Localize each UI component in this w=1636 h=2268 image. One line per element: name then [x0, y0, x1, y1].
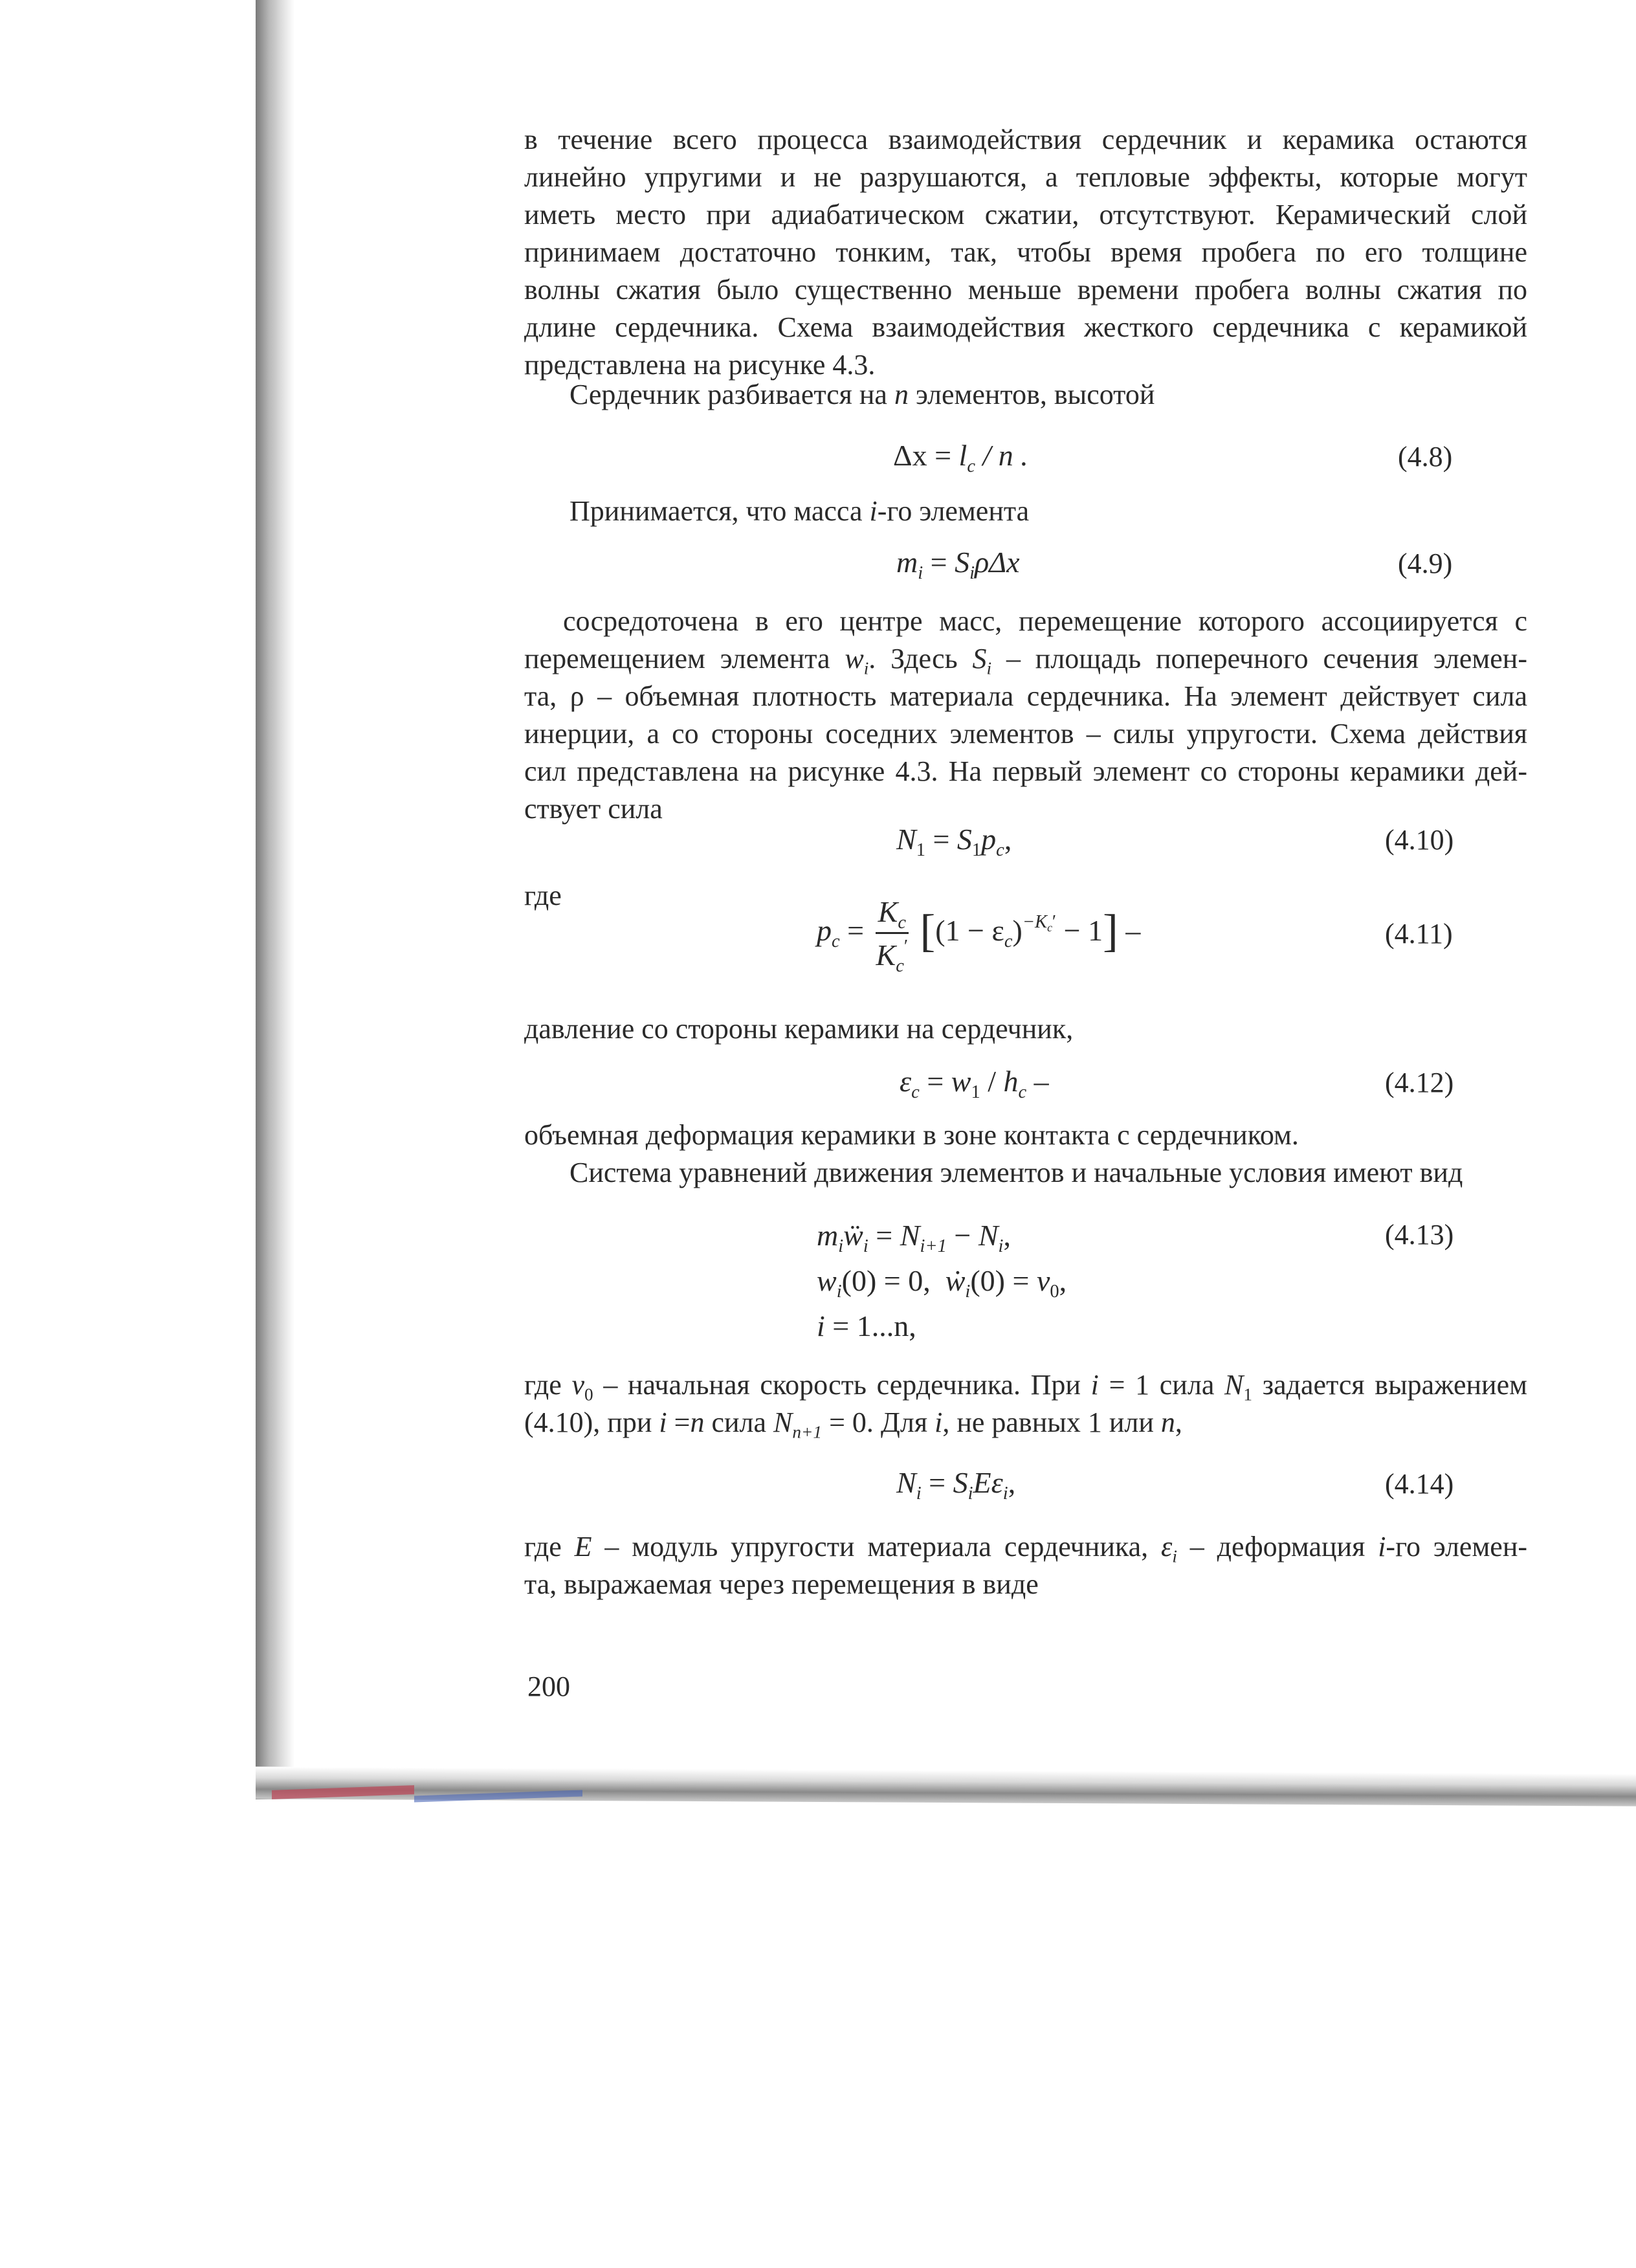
text-line: принимаем достаточно тонким, так, чтобы время пробега по его толщине	[524, 236, 1527, 268]
text-line: Система уравнений движения элементов и начальные условия имеют вид	[569, 1157, 1463, 1188]
text-line: иметь место при адиабатическом сжатии, отсутствуют. Керамический слой	[524, 199, 1527, 230]
text-line: инерции, а со стороны соседних элементов – силы упругости. Схема действия	[524, 718, 1527, 750]
text-line: ствует сила	[524, 793, 663, 825]
text-line: давление со стороны керамики на сердечник,	[524, 1013, 1074, 1045]
text-line: сил представлена на рисунке 4.3. На первый элемент со стороны керамики дей-	[524, 755, 1527, 787]
equation-4-10: $N_1 = S_1p_c$,	[896, 823, 1012, 860]
equation-line: i = 1...n,	[817, 1309, 916, 1342]
equation-4-9: $m_i = S_i\rho\Delta x$	[896, 546, 1020, 583]
paragraph-2: Сердечник разбивается на n элементов, высотой	[569, 379, 1155, 410]
text-line: волны сжатия было существенно меньше времени пробега волны сжатия по	[524, 274, 1527, 306]
equation-number: (4.9)	[1398, 548, 1453, 579]
text-line: объемная деформация керамики в зоне контакта с сердечником.	[524, 1119, 1299, 1151]
page-number: 200	[527, 1671, 570, 1702]
equation-number: (4.8)	[1398, 441, 1453, 472]
text-line: где $v_0$ – начальная скорость сердечника. При i = 1 сила $N_1$ задается выражением	[524, 1369, 1527, 1405]
text-line: где E – модуль упругости материала сердечника, $\varepsilon_i$ – деформация i-го элемен-	[524, 1531, 1528, 1566]
paragraph-3: Принимается, что масса i-го элемента	[569, 495, 1030, 527]
binding-shadow	[256, 0, 294, 1799]
fraction: $\frac{K_c}{K_c'}$	[876, 893, 909, 974]
equation-number: (4.10)	[1385, 824, 1454, 856]
equation-number: (4.13)	[1385, 1219, 1454, 1251]
text-line: линейно упругими и не разрушаются, а тепловые эффекты, которые могут	[524, 161, 1527, 193]
equation-number: (4.12)	[1385, 1067, 1454, 1098]
text-line: сосредоточена в его центре масс, перемещение которого ассоциируется с	[563, 605, 1527, 637]
equation-number: (4.14)	[1385, 1468, 1454, 1500]
equation-line: $w_i(0) = 0$, ẇ$_i$(0) = $v_0$,	[817, 1264, 1067, 1302]
text-line: длине сердечника. Схема взаимодействия жесткого сердечника с керамикой	[524, 311, 1527, 343]
text-line: та, выражаемая через перемещения в виде	[524, 1568, 1039, 1600]
text-line: (4.10), при i =n сила $N_{n+1} = 0$. Для i, не равных 1 или n,	[524, 1406, 1182, 1442]
where-label: где	[524, 880, 562, 911]
text-line: перемещением элемента $w_i$. Здесь $S_i$ – площадь поперечного сечения элемен-	[524, 643, 1528, 678]
text-line: та, ρ – объемная плотность материала сердечника. На элемент действует сила	[524, 680, 1527, 712]
equation-4-14: $N_i = S_iE\varepsilon_i$,	[896, 1466, 1016, 1504]
equation-4-11: $p_c$ = $\frac{K_c}{K_c'}$ $[(1 - \varepsilon_c)^{-K_c'} - 1]$ –	[817, 893, 1140, 974]
equation-number: (4.11)	[1385, 918, 1453, 950]
equation-4-8: $\Delta x = l_c / n$ .	[893, 439, 1028, 476]
text-line: в течение всего процесса взаимодействия сердечник и керамика остаются	[524, 124, 1527, 155]
equation-4-12: $\varepsilon_c = w_1 / h_c$ –	[900, 1065, 1049, 1102]
equation-line: $m_iẅ_i = N_{i+1} - N_i$,	[817, 1219, 1011, 1256]
text-line: представлена на рисунке 4.3.	[524, 349, 876, 381]
